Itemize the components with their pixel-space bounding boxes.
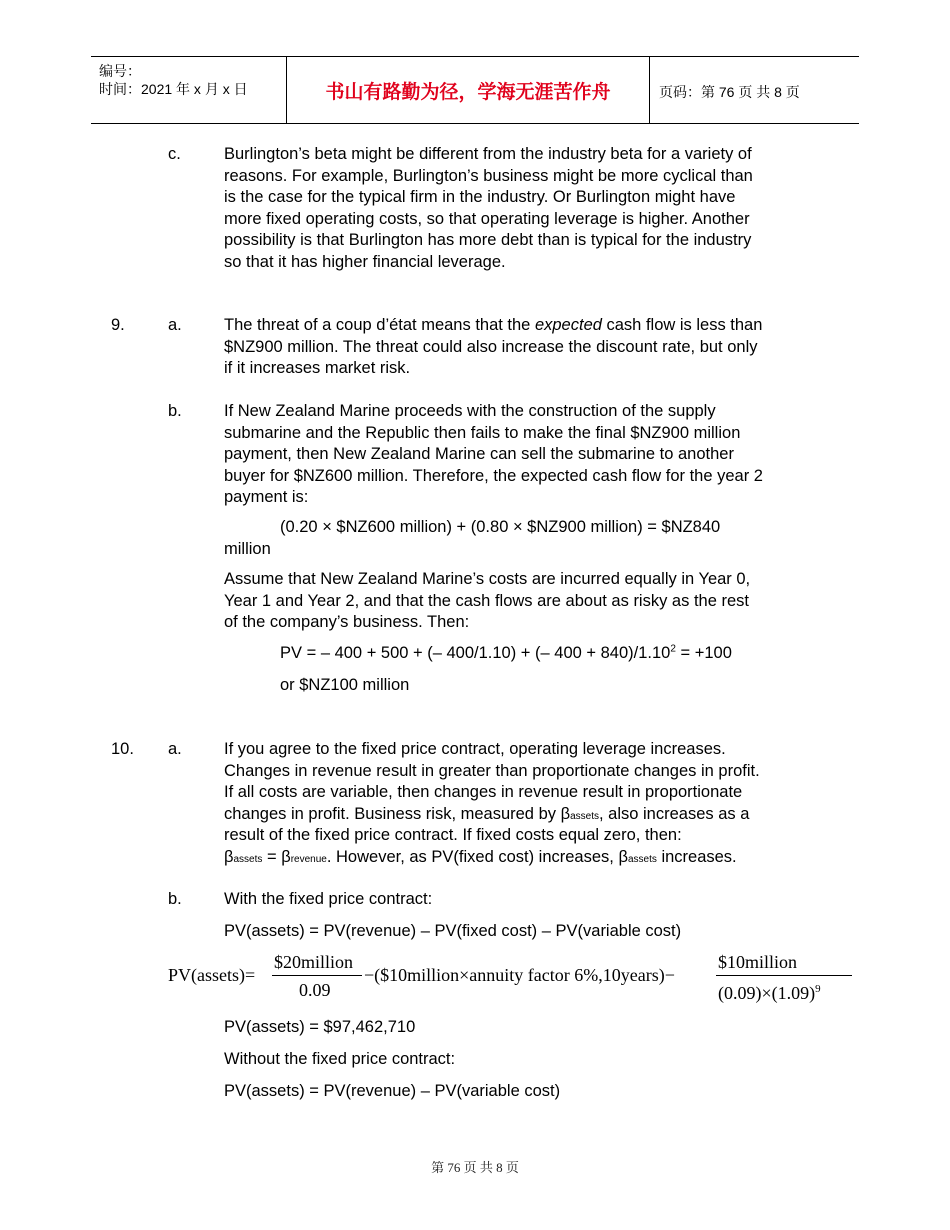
item-10b-line: Without the fixed price contract: [224,1050,456,1068]
header-number-label: 编号： [99,63,141,79]
item-10a-text: , also increases as a [598,804,750,823]
item-10b-line: PV(assets) = $97,462,710 [224,1018,416,1036]
item-9b-line: payment is: [224,488,309,506]
item-9a-line: if it increases market risk. [224,359,411,377]
item-c-line: reasons. For example, Burlington’s business might be more cyclical than [224,166,753,185]
item-c-line: possibility is that Burlington has more debt than is typical for the industry [224,231,752,249]
item-label-10a: a. [168,740,182,758]
item-9a-text: cash flow is less than [601,316,763,334]
item-10b-line: PV(assets) = PV(revenue) – PV(variable cost) [224,1082,561,1100]
formula-denominator-exponent: 9 [815,983,821,995]
item-label-9a: a. [168,316,182,334]
item-c-line: more fixed operating costs, so that operating leverage is higher. Another [224,209,750,228]
formula-denominator [718,983,821,1004]
header-meta [99,62,248,98]
item-9b-line: buyer for $NZ600 million. Therefore, the expected cash flow for the year 2 [224,466,763,485]
beta-symbol: β [224,847,234,866]
pv-equation-exponent: 2 [670,643,676,655]
item-10a-line: Changes in revenue result in greater than proportionate changes in profit. [224,761,760,780]
item-9a-text: The threat of a coup d’état means that the [224,316,535,334]
item-10a-line [224,804,749,828]
formula-lhs: PV(assets)= [168,965,256,985]
page-header [91,56,859,124]
header-time-label: 时间：2021 年 x 月 x 日 [99,81,248,97]
item-label-c: c. [168,145,181,163]
item-label-9b: b. [168,402,182,420]
pv-assets-formula [168,952,868,1010]
item-10a-text: . However, as PV(fixed cost) increases, β [326,847,628,866]
fraction-bar [716,975,852,976]
item-9b-assume-line: Assume that New Zealand Marine’s costs are incurred equally in Year 0, [224,570,751,588]
item-9b-assume-line: of the company’s business. Then: [224,613,470,631]
formula-denominator-base: (0.09)×(1.09) [718,983,816,1003]
beta-subscript: revenue [290,853,327,865]
item-9b-assume-line: Year 1 and Year 2, and that the cash flows are about as risky as the rest [224,591,749,610]
item-10b-line: PV(assets) = PV(revenue) – PV(fixed cost) – PV(variable cost) [224,922,682,940]
item-9a-line [224,315,762,337]
header-divider [649,57,650,123]
item-10a-text: increases. [656,847,737,866]
item-9a-line: $NZ900 million. The threat could also increase the discount rate, but only [224,337,758,356]
question-number-10: 10. [111,740,134,758]
item-10a-line [224,847,737,871]
beta-subscript: assets [570,810,599,822]
page-footer: 第 76 页 共 8 页 [431,1160,519,1175]
item-label-10b: b. [168,890,182,908]
item-10a-text: changes in profit. Business risk, measured by β [224,804,571,823]
pv-equation-tail: = +100 [675,644,732,662]
item-9b-line: submarine and the Republic then fails to make the final $NZ900 million [224,423,741,442]
item-9b-calculation-cont: million [224,539,271,558]
item-10b-line: With the fixed price contract: [224,890,433,908]
item-10a-text: = β [262,847,291,866]
formula-middle: −($10million×annuity factor 6%,10years)− [364,965,675,985]
question-number-9: 9. [111,316,125,334]
header-motto: 书山有路勤为径，学海无涯苦作舟 [325,81,611,103]
item-9a-italic: expected [534,316,602,334]
beta-subscript: assets [233,853,263,865]
item-10a-line: result of the fixed price contract. If fixed costs equal zero, then: [224,826,682,844]
item-10a-line: If all costs are variable, then changes in revenue result in proportionate [224,783,743,801]
formula-numerator: $20million [274,952,354,972]
formula-denominator: 0.09 [299,980,331,1000]
beta-subscript: assets [627,853,657,865]
header-page-info: 页码：第 76 页 共 8 页 [659,84,800,100]
item-c-line: Burlington’s beta might be different from the industry beta for a variety of [224,145,752,163]
item-c-line: so that it has higher financial leverage. [224,252,506,271]
item-9b-line: payment, then New Zealand Marine can sell the submarine to another [224,445,734,463]
item-10a-line: If you agree to the fixed price contract, operating leverage increases. [224,740,726,758]
fraction-bar [272,975,362,976]
item-9b-line: If New Zealand Marine proceeds with the construction of the supply [224,402,716,420]
pv-equation-main: PV = – 400 + 500 + (– 400/1.10) + (– 400 + 840)/1.10 [280,644,671,662]
item-9b-pv-equation [280,643,732,665]
item-9b-calculation: (0.20 × $NZ600 million) + (0.80 × $NZ900 million) = $NZ840 [280,518,721,536]
item-c-line: is the case for the typical firm in the industry. Or Burlington might have [224,188,736,206]
item-9b-pv-result: or $NZ100 million [280,676,410,694]
formula-numerator: $10million [718,952,798,972]
